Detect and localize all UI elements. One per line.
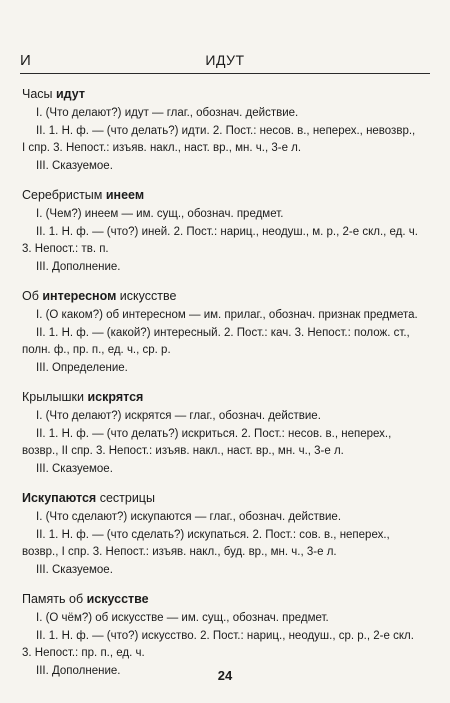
analysis-line-1: I. (О чём?) об искусстве — им. сущ., обознач. предмет.: [36, 612, 329, 624]
analysis-line-3: возвр., II спр. 3. Непост.: изъяв. накл., наст. вр., мн. ч., 3-е л.: [22, 445, 344, 457]
analysis-line-2: II. 1. Н. ф. — (что?) иней. 2. Пост.: нариц., неодуш., м. р., 2-е скл., ед. ч.: [36, 225, 418, 238]
title-bold-word: инеем: [105, 188, 145, 202]
entry-title: [22, 86, 430, 103]
entry-4: [22, 389, 430, 478]
title-bold-word: искрятся: [87, 390, 144, 404]
page-content: [22, 86, 430, 692]
page-number: 24: [217, 668, 233, 683]
analysis-line-4: III. Сказуемое.: [36, 159, 113, 172]
analysis-line-4: III. Определение.: [36, 361, 128, 374]
analysis-line-1: I. (Что сделают?) искупаются — глаг., обознач. действие.: [36, 511, 342, 523]
analysis-line-2: II. 1. Н. ф. — (что сделать?) искупаться. 2. Пост.: сов. в., неперех.,: [36, 528, 390, 541]
entry-3: [22, 288, 430, 377]
title-bold-word: искусстве: [86, 592, 149, 606]
header-rule: [20, 73, 430, 74]
title-text: Память об: [22, 592, 87, 606]
header-word: ИДУТ: [205, 52, 245, 68]
analysis-line-3: полн. ф., пр. п., ед. ч., ср. р.: [22, 344, 171, 356]
title-text: Серебристым: [22, 188, 106, 202]
header-letter: И: [20, 52, 31, 69]
analysis-line-3: I спр. 3. Непост.: изъяв. накл., наст. вр., мн. ч., 3-е л.: [22, 142, 302, 154]
analysis-line-3: возвр., I спр. 3. Непост.: изъяв. накл., буд. вр., мн. ч., 3-е л.: [22, 546, 337, 558]
entry-title: [22, 389, 430, 406]
title-text: Об: [22, 289, 43, 303]
entry-title: [22, 288, 430, 305]
entry-6: [22, 591, 430, 680]
title-bold-word: интересном: [42, 289, 117, 303]
entry-2: [22, 187, 430, 276]
entry-5: [22, 490, 430, 579]
analysis-line-1: I. (Чем?) инеем — им. сущ., обознач. предмет.: [36, 208, 284, 220]
analysis-line-1: I. (Что делают?) идут — глаг., обознач. действие.: [36, 107, 299, 119]
analysis-line-1: I. (Что делают?) искрятся — глаг., обознач. действие.: [36, 410, 321, 422]
analysis-line-2: II. 1. Н. ф. — (что делать?) идти. 2. Пост.: несов. в., неперех., невозвр.,: [36, 124, 416, 137]
title-bold-word: идут: [56, 87, 85, 101]
title-text: Часы: [22, 87, 56, 101]
title-text-after: искусстве: [116, 289, 177, 303]
analysis-line-2: II. 1. Н. ф. — (что делать?) искриться. 2. Пост.: несов. в., неперех.,: [36, 427, 392, 440]
title-bold-word: Искупаются: [22, 491, 97, 505]
analysis-line-4: III. Сказуемое.: [36, 462, 113, 475]
entry-title: [22, 490, 430, 507]
analysis-line-4: III. Дополнение.: [36, 260, 121, 273]
entry-1: [22, 86, 430, 175]
analysis-line-3: 3. Непост.: тв. п.: [22, 243, 109, 255]
analysis-line-3: 3. Непост.: пр. п., ед. ч.: [22, 647, 145, 659]
analysis-line-2: II. 1. Н. ф. — (какой?) интересный. 2. Пост.: кач. 3. Непост.: полож. ст.,: [36, 326, 410, 339]
entry-title: [22, 591, 430, 608]
analysis-line-4: III. Сказуемое.: [36, 563, 113, 576]
title-text-after: сестрицы: [96, 491, 155, 505]
running-header: [20, 52, 430, 72]
analysis-line-1: I. (О каком?) об интересном — им. прилаг., обознач. признак предмета.: [36, 309, 418, 321]
analysis-line-4: III. Дополнение.: [36, 664, 121, 677]
title-text: Крылышки: [22, 390, 88, 404]
entry-title: [22, 187, 430, 204]
analysis-line-2: II. 1. Н. ф. — (что?) искусство. 2. Пост.: нариц., неодуш., ср. р., 2-е скл.: [36, 629, 414, 642]
